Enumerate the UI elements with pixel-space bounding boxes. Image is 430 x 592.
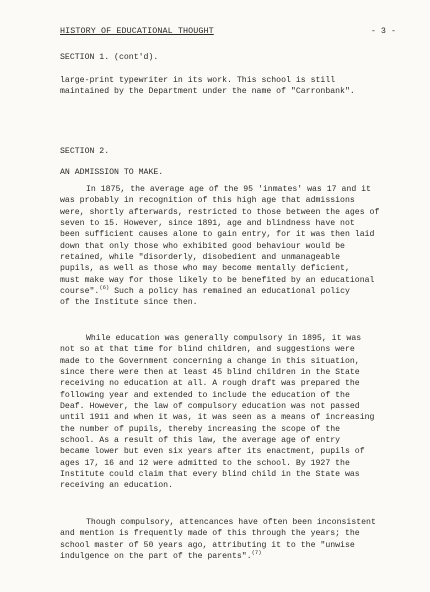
text-line: In 1875, the average age of the 95 'inmates' was 17 and it: [86, 185, 371, 194]
text-fragment: Such a policy has remained an educational policy: [109, 287, 350, 297]
text-line: down that only those who exhibited good behaviour would be: [60, 241, 345, 251]
text-line: ages 17, 16 and 12 were admitted to the school. By 1927 the: [60, 458, 350, 468]
text-line: seven to 15. However, since 1891, age and blindness have not: [60, 219, 355, 229]
paragraph-1: [60, 184, 410, 309]
text-line: been sufficient causes alone to gain entry, for it was then laid: [60, 230, 375, 240]
text-line: was probably in recognition of this high age that admissions: [60, 196, 355, 206]
text-line: became lower but even six years after its enactment, pupils of: [60, 447, 365, 457]
text-line: Institute could claim that every blind child in the State was: [60, 470, 360, 480]
paragraph-3: [60, 517, 410, 562]
text-fragment: indulgence on the part of the parents".: [60, 552, 252, 562]
page-number: - 3 -: [370, 26, 396, 36]
text-line: school master of 50 years ago, attributing it to the "unwise: [60, 540, 355, 550]
text-line: not so at that time for blind children, and suggestions were: [60, 345, 355, 355]
section2-subheading: AN ADMISSION TO MAKE.: [60, 168, 164, 177]
text-line: retained, while "disorderly, disobedient and unmanageable: [60, 253, 341, 263]
text-line: Though compulsory, attencances have often been inconsistent: [86, 518, 376, 527]
paragraph-2: [60, 333, 410, 492]
text-line: following year and extended to include the education of the: [60, 390, 350, 400]
text-line: must make way for those likely to be benefited by an educational: [60, 275, 375, 285]
text-line: Deaf. However, the law of compulsory education was not passed: [60, 402, 360, 412]
text-line: receiving no education at all. A rough draft was prepared the: [60, 379, 360, 389]
footnote-ref-6: (6): [99, 284, 110, 292]
text-line: the number of pupils, thereby increasing the scope of the: [60, 424, 341, 434]
text-line: made to the Government concerning a change in this situation,: [60, 356, 360, 366]
text-line: since there were then at least 45 blind children in the State: [60, 368, 360, 378]
text-line: maintained by the Department under the name of "Carronbank".: [60, 87, 355, 97]
text-line: [60, 551, 410, 562]
text-line: pupils, as well as those who may become mentally deficient,: [60, 264, 350, 274]
text-line: [60, 286, 410, 297]
text-line: receiving an education.: [60, 481, 174, 491]
text-line: and mention is frequently made of this through the years; the: [60, 529, 360, 539]
text-line: school. As a result of this law, the average age of entry: [60, 436, 341, 446]
text-line: until 1911 and when it was, it was seen as a means of increasing: [60, 413, 375, 423]
section1-text: [60, 75, 410, 98]
text-line: were, shortly afterwards, restricted to those between the ages of: [60, 207, 380, 217]
text-line: of the Institute since then.: [60, 298, 198, 308]
section2-heading: SECTION 2.: [60, 147, 110, 156]
running-title: HISTORY OF EDUCATIONAL THOUGHT: [60, 26, 214, 36]
text-line: While education was generally compulsory in 1895, it was: [86, 334, 362, 343]
footnote-ref-7: (7): [251, 549, 262, 557]
text-fragment: course".: [60, 287, 100, 297]
text-line: large-print typewriter in its work. This school is still: [60, 76, 336, 85]
page-header: [60, 26, 410, 40]
section1-heading: SECTION 1. (cont'd).: [60, 53, 159, 62]
